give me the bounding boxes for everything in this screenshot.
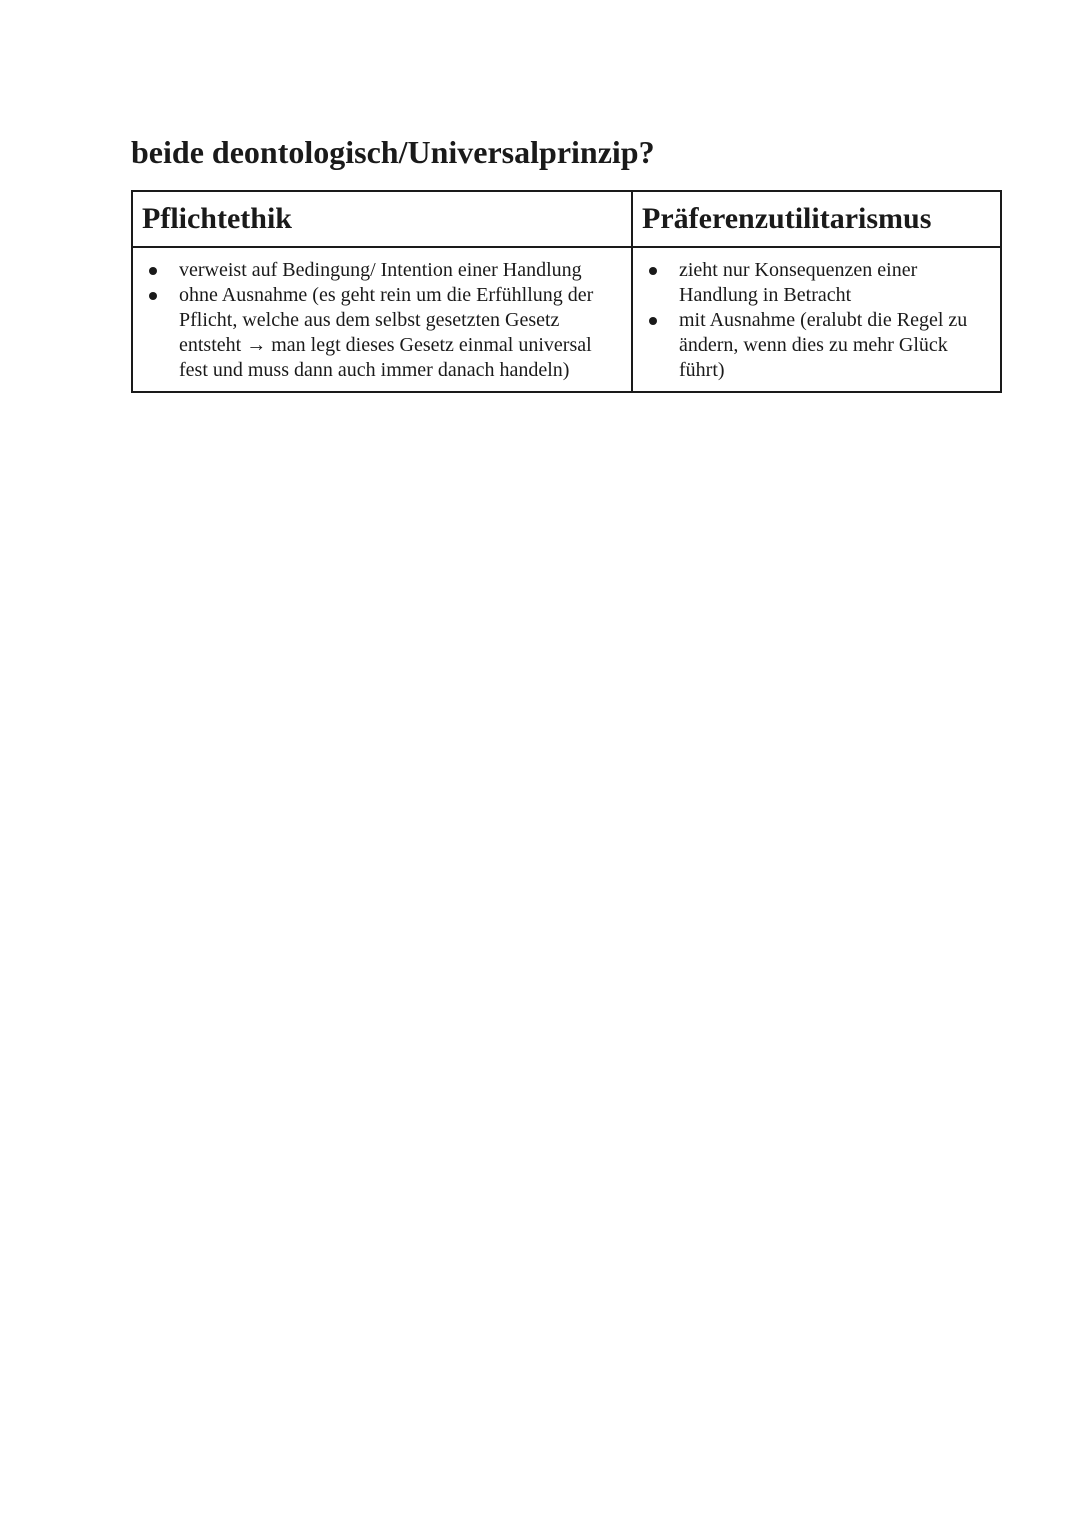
cell-praeferenzutilitarismus [632, 247, 1001, 392]
table-row [132, 247, 1001, 392]
list-item-text: verweist auf Bedingung/ Intention einer Handlung [179, 259, 582, 281]
list-item [641, 258, 994, 308]
bullet-list [141, 258, 625, 383]
column-header-pflichtethik: Pflichtethik [132, 191, 632, 247]
list-item-text: mit Ausnahme (eralubt die Regel zu ändern, wenn dies zu mehr Glück führt) [679, 309, 968, 381]
column-header-praeferenzutilitarismus: Präferenzutilitarismus [632, 191, 1001, 247]
bullet-icon [649, 317, 657, 325]
cell-pflichtethik [132, 247, 632, 392]
bullet-icon [149, 292, 157, 300]
list-item [141, 258, 625, 283]
page-heading: beide deontologisch/Universalprinzip? [131, 134, 655, 170]
list-item [641, 308, 994, 383]
bullet-icon [649, 267, 657, 275]
bullet-list [641, 258, 994, 383]
list-item-text: zieht nur Konsequenzen einer Handlung in Betracht [679, 259, 918, 306]
list-item [141, 283, 625, 383]
list-item-text: ohne Ausnahme (es geht rein um die Erfühllung der Pflicht, welche aus dem selbst gesetzten Gesetz entsteht → man legt dieses Gesetz einmal universal fest und muss dann auch immer danach handeln) [179, 284, 594, 381]
table-header-row [132, 191, 1001, 247]
bullet-icon [149, 267, 157, 275]
comparison-table [131, 190, 1002, 393]
